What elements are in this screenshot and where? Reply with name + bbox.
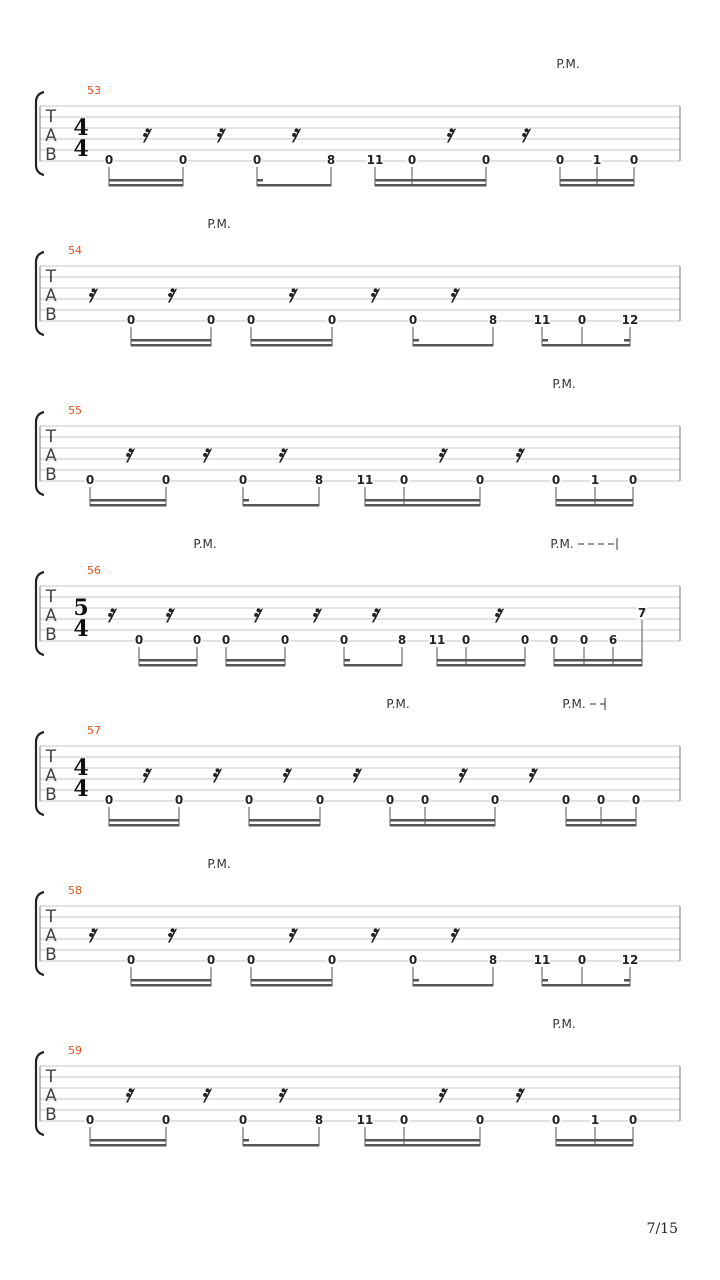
sixteenth-rest: 𝄿 [281,758,289,788]
palm-mute-label: P.M. [193,537,217,551]
beam-secondary [437,659,525,662]
sixteenth-rest: 𝄿 [445,118,453,148]
fret-number: 0 [577,953,587,967]
beam-primary [542,984,630,987]
sixteenth-rest: 𝄿 [449,278,457,308]
fret-number: 0 [481,153,491,167]
fret-number: 12 [621,313,639,327]
sixteenth-rest: 𝄿 [124,438,132,468]
beam-stub [257,179,263,182]
beam-primary [566,824,636,827]
tab-clef-letter: A [45,766,57,786]
fret-number: 11 [533,953,551,967]
fret-number: 11 [428,633,446,647]
fret-number: 0 [178,153,188,167]
beam-primary [90,1144,166,1147]
measure-number: 55 [68,404,82,417]
fret-number: 0 [126,953,136,967]
fret-number: 0 [408,313,418,327]
sixteenth-rest: 𝄿 [493,598,501,628]
tab-clef-letter: B [45,145,57,165]
fret-number: 11 [366,153,384,167]
fret-number: 8 [397,633,407,647]
sixteenth-rest: 𝄿 [369,918,377,948]
sixteenth-rest: 𝄿 [520,118,528,148]
fret-number: 0 [315,793,325,807]
fret-number: 0 [461,633,471,647]
tab-clef-letter: T [45,267,57,287]
sixteenth-rest: 𝄿 [449,918,457,948]
fret-number: 0 [631,793,641,807]
beam-primary [251,984,332,987]
sixteenth-rest: 𝄿 [514,438,522,468]
beam-secondary [251,339,332,342]
fret-number: 0 [238,473,248,487]
fret-number: 0 [579,633,589,647]
fret-number: 11 [356,1113,374,1127]
fret-number: 0 [126,313,136,327]
beam-primary [542,344,630,347]
fret-number: 11 [533,313,551,327]
palm-mute-label: P.M. [207,217,231,231]
beam-stub [413,339,419,342]
beam-primary [109,824,179,827]
sixteenth-rest: 𝄿 [351,758,359,788]
tab-clef-letter: B [45,465,57,485]
palm-mute-label: P.M. [562,697,586,711]
beam-secondary [90,499,166,502]
sixteenth-rest: 𝄿 [437,438,445,468]
palm-mute-label: P.M. [556,57,580,71]
sixteenth-rest: 𝄿 [164,598,172,628]
fret-number: 8 [314,1113,324,1127]
sixteenth-rest: 𝄿 [277,438,285,468]
beam-secondary [566,819,636,822]
fret-number: 0 [327,313,337,327]
fret-number: 1 [590,473,600,487]
fret-number: 0 [85,1113,95,1127]
beam-secondary [226,659,285,662]
beam-secondary [139,659,197,662]
tab-clef-letter: A [45,926,57,946]
sixteenth-rest: 𝄿 [106,598,114,628]
sixteenth-rest: 𝄿 [141,118,149,148]
fret-number: 0 [551,473,561,487]
fret-number: 0 [104,153,114,167]
fret-number: 0 [628,473,638,487]
sixteenth-rest: 𝄿 [287,918,295,948]
beam-primary [243,504,319,507]
sixteenth-rest: 𝄿 [215,118,223,148]
beam-primary [249,824,320,827]
palm-mute-label: P.M. [552,377,576,391]
fret-number: 0 [475,1113,485,1127]
fret-number: 0 [327,953,337,967]
fret-number: 0 [280,633,290,647]
beam-primary [139,664,197,667]
beam-stub [243,499,249,502]
sixteenth-rest: 𝄿 [87,918,95,948]
sixteenth-rest: 𝄿 [527,758,535,788]
tab-clef-letter: B [45,625,57,645]
time-signature-top: 5 [73,595,89,621]
fret-number: 8 [314,473,324,487]
beam-primary [226,664,285,667]
beam-primary [131,984,211,987]
tab-clef-letter: B [45,945,57,965]
fret-number: 0 [85,473,95,487]
sixteenth-rest: 𝄿 [87,278,95,308]
beam-secondary [365,499,480,502]
fret-number: 0 [192,633,202,647]
fret-number: 0 [206,953,216,967]
sixteenth-rest: 𝄿 [370,598,378,628]
beam-secondary [131,979,211,982]
sixteenth-rest: 𝄿 [166,278,174,308]
tab-clef-letter: T [45,747,57,767]
fret-number: 0 [161,1113,171,1127]
fret-number: 1 [592,153,602,167]
tab-clef-letter: T [45,1067,57,1087]
beam-secondary [556,499,633,502]
measure-number: 56 [87,564,101,577]
beam-stub [542,979,548,982]
fret-number: 8 [488,313,498,327]
sixteenth-rest: 𝄿 [201,438,209,468]
fret-number: 0 [221,633,231,647]
tab-clef-letter: A [45,606,57,626]
sixteenth-rest: 𝄿 [252,598,260,628]
fret-number: 0 [339,633,349,647]
fret-number: 0 [399,1113,409,1127]
fret-number: 0 [174,793,184,807]
fret-number: 8 [326,153,336,167]
sixteenth-rest: 𝄿 [369,278,377,308]
fret-number: 0 [561,793,571,807]
measure-number: 53 [87,84,101,97]
tab-clef-letter: A [45,446,57,466]
fret-number: 0 [520,633,530,647]
sixteenth-rest: 𝄿 [311,598,319,628]
beam-primary [365,504,480,507]
palm-mute-label: P.M. [386,697,410,711]
fret-number: 12 [621,953,639,967]
fret-number: 1 [590,1113,600,1127]
beam-primary [131,344,211,347]
fret-number: 0 [549,633,559,647]
sixteenth-rest: 𝄿 [201,1078,209,1108]
sixteenth-rest: 𝄿 [124,1078,132,1108]
beam-secondary [560,179,634,182]
fret-number: 6 [608,633,618,647]
time-signature-bottom: 4 [73,616,89,642]
fret-number: 0 [399,473,409,487]
time-signature-top: 4 [73,115,89,141]
fret-number: 0 [629,153,639,167]
beam-secondary [109,819,179,822]
beam-primary [560,184,634,187]
measure-number: 58 [68,884,82,897]
beam-secondary [131,339,211,342]
beam-secondary [390,819,495,822]
beam-stub [344,659,350,662]
fret-number: 8 [488,953,498,967]
fret-number: 0 [407,153,417,167]
fret-number: 0 [104,793,114,807]
beam-secondary [90,1139,166,1142]
sixteenth-rest: 𝄿 [141,758,149,788]
fret-number: 0 [490,793,500,807]
fret-number: 0 [555,153,565,167]
fret-number: 0 [244,793,254,807]
sixteenth-rest: 𝄿 [277,1078,285,1108]
fret-number: 11 [356,473,374,487]
tab-clef-letter: T [45,907,57,927]
beam-primary [390,824,495,827]
beam-secondary [365,1139,480,1142]
tab-clef-letter: T [45,587,57,607]
beam-stub [413,979,419,982]
sixteenth-rest: 𝄿 [437,1078,445,1108]
measure-number: 59 [68,1044,82,1057]
beam-secondary [554,659,642,662]
beam-primary [437,664,525,667]
sixteenth-rest: 𝄿 [211,758,219,788]
fret-number: 0 [238,1113,248,1127]
fret-number: 0 [252,153,262,167]
beam-primary [257,184,331,187]
beam-secondary [109,179,183,182]
fret-number: 0 [246,953,256,967]
sixteenth-rest: 𝄿 [290,118,298,148]
beam-secondary [251,979,332,982]
tab-clef-letter: A [45,1086,57,1106]
page-number: 7/15 [646,1221,678,1237]
beam-primary [365,1144,480,1147]
fret-number: 0 [206,313,216,327]
time-signature-bottom: 4 [73,776,89,802]
beam-primary [90,504,166,507]
tab-clef-letter: T [45,427,57,447]
beam-primary [413,344,493,347]
tab-clef-letter: B [45,305,57,325]
beam-primary [556,1144,633,1147]
sixteenth-rest: 𝄿 [457,758,465,788]
time-signature-top: 4 [73,755,89,781]
fret-number: 7 [637,606,647,620]
beam-primary [251,344,332,347]
beam-primary [554,664,642,667]
fret-number: 0 [551,1113,561,1127]
beam-secondary [249,819,320,822]
beam-secondary [375,179,486,182]
tab-clef-letter: T [45,107,57,127]
tab-clef-letter: B [45,785,57,805]
palm-mute-label: P.M. [207,857,231,871]
palm-mute-label: P.M. [552,1017,576,1031]
beam-secondary [556,1139,633,1142]
fret-number: 0 [161,473,171,487]
tab-clef-letter: B [45,1105,57,1125]
beam-primary [243,1144,319,1147]
beam-stub [624,339,630,342]
beam-primary [344,664,402,667]
measure-number: 57 [87,724,101,737]
fret-number: 0 [134,633,144,647]
time-signature-bottom: 4 [73,136,89,162]
fret-number: 0 [577,313,587,327]
sixteenth-rest: 𝄿 [287,278,295,308]
tab-clef-letter: A [45,286,57,306]
tab-clef-letter: A [45,126,57,146]
beam-stub [542,339,548,342]
palm-mute-label: P.M. [550,537,574,551]
fret-number: 0 [628,1113,638,1127]
measure-number: 54 [68,244,82,257]
beam-primary [413,984,493,987]
fret-number: 0 [408,953,418,967]
fret-number: 0 [420,793,430,807]
beam-primary [375,184,486,187]
beam-primary [556,504,633,507]
fret-number: 0 [475,473,485,487]
sixteenth-rest: 𝄿 [514,1078,522,1108]
beam-stub [243,1139,249,1142]
sixteenth-rest: 𝄿 [166,918,174,948]
beam-primary [109,184,183,187]
fret-number: 0 [596,793,606,807]
fret-number: 0 [385,793,395,807]
fret-number: 0 [246,313,256,327]
beam-stub [624,979,630,982]
